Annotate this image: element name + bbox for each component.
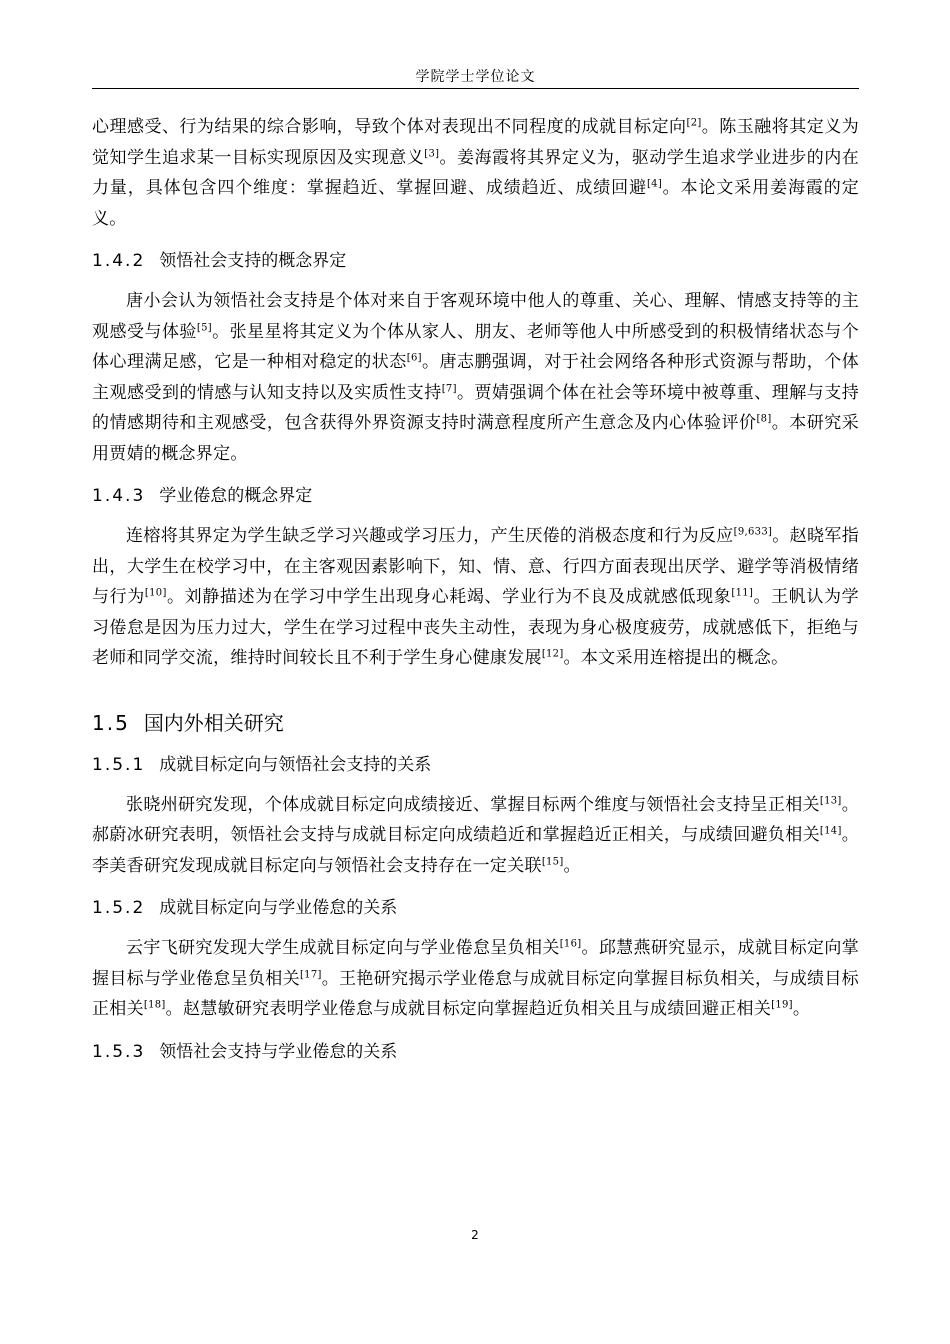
page-body bbox=[92, 112, 859, 1065]
text-run: 。贾婧强调个体在社会等环境中被尊重、理解与支持的情感期待和主观感受，包含获得外界资源支持时满意程度所产生意念及内心体验评价 bbox=[92, 382, 859, 433]
citation-ref: [4] bbox=[646, 178, 663, 190]
text-run: 。张星星将其定义为个体从家人、朋友、老师等他人中所感受到的积极情绪状态与个体心理满足感，它是一种相对稳定的状态 bbox=[92, 321, 859, 372]
text-run: 唐小会认为领悟社会支持是个体对来自于客观环境中他人的尊重、关心、理解、情感支持等的主观感受与体验 bbox=[92, 291, 859, 342]
text-run: 。王艳研究揭示学业倦怠与成就目标定向掌握目标负相关，与成绩目标正相关 bbox=[92, 968, 859, 1019]
text-run: 。刘静描述为在学习中学生出现身心耗竭、学业行为不良及成就感低现象 bbox=[166, 587, 732, 607]
paragraph-achievement-goal-def bbox=[92, 112, 859, 234]
paragraph-social-support-def bbox=[92, 286, 859, 469]
text-run: 。唐志鹏强调，对于社会网络各种形式资源与帮助，个体主观感受到的情感与认知支持以及实质性支持 bbox=[92, 352, 860, 403]
citation-ref: [18] bbox=[143, 999, 166, 1011]
header-rule bbox=[92, 88, 859, 89]
citation-ref: [14] bbox=[819, 825, 842, 837]
paragraph-goal-burnout-relation bbox=[92, 933, 859, 1025]
citation-ref: [16] bbox=[559, 938, 582, 950]
text-run: 。本文采用连榕提出的概念。 bbox=[563, 648, 789, 668]
text-run: 。姜海霞将其界定义为，驱动学生追求学业进步的内在力量，具体包含四个维度：掌握趋近、掌握回避、成绩趋近、成绩回避 bbox=[92, 147, 860, 198]
text-run: 。赵慧敏研究表明学业倦怠与成就目标定向掌握趋近负相关且与成绩回避正相关 bbox=[165, 999, 772, 1019]
text-run: 。邱慧燕研究显示，成就目标定向掌握目标与学业倦怠呈负相关 bbox=[92, 938, 859, 989]
citation-ref: [8] bbox=[756, 413, 772, 425]
citation-ref: [7] bbox=[441, 382, 457, 394]
citation-ref: [6] bbox=[406, 352, 422, 364]
text-run: 。本论文采用姜海霞的定义。 bbox=[92, 178, 859, 229]
text-run: 。李美香研究发现成就目标定向与领悟社会支持存在一定关联 bbox=[92, 825, 859, 876]
text-run: 心理感受、行为结果的综合影响，导致个体对表现出不同程度的成就目标定向 bbox=[92, 117, 687, 137]
citation-ref: [17] bbox=[299, 968, 322, 980]
subsection-heading-1-5-3: 1.5.3 领悟社会支持与学业倦怠的关系 bbox=[92, 1041, 398, 1062]
section-heading-1-5: 1.5 国内外相关研究 bbox=[92, 710, 284, 735]
citation-ref: [3] bbox=[424, 147, 440, 159]
text-run: 。赵晓军指出，大学生在校学习中，在主客观因素影响下，知、情、意、行四方面表现出厌学、避学等消极情绪与行为 bbox=[92, 526, 860, 607]
text-run: 。王帆认为学习倦怠是因为压力过大，学生在学习过程中丧失主动性，表现为身心极度疲劳，成就感低下，拒绝与老师和同学交流，维持时间较长且不利于学生身心健康发展 bbox=[92, 587, 859, 668]
citation-ref: [11] bbox=[731, 587, 754, 599]
subsection-heading-1-5-1: 1.5.1 成就目标定向与领悟社会支持的关系 bbox=[92, 754, 432, 775]
paragraph-academic-burnout-def bbox=[92, 521, 859, 674]
text-run: 。郝蔚冰研究表明，领悟社会支持与成就目标定向成绩趋近和掌握趋近正相关，与成绩回避负相关 bbox=[92, 794, 859, 845]
text-run: 。 bbox=[792, 999, 811, 1019]
citation-ref: [10] bbox=[144, 587, 167, 599]
citation-ref: [2] bbox=[686, 117, 702, 129]
subsection-heading-1-4-3: 1.4.3 学业倦怠的概念界定 bbox=[92, 486, 313, 506]
paragraph-goal-support-relation bbox=[92, 790, 859, 882]
running-header: 学院学士学位论文 bbox=[415, 69, 536, 85]
citation-ref: [5] bbox=[196, 321, 212, 333]
citation-ref: [13] bbox=[819, 794, 842, 806]
page-number: 2 bbox=[471, 1228, 479, 1242]
subsection-heading-1-5-2: 1.5.2 成就目标定向与学业倦怠的关系 bbox=[92, 898, 398, 918]
text-run: 张晓州研究发现，个体成就目标定向成绩接近、掌握目标两个维度与领悟社会支持呈正相关 bbox=[126, 794, 820, 815]
citation-ref: [15] bbox=[541, 855, 564, 867]
text-run: 云宇飞研究发现大学生成就目标定向与学业倦怠呈负相关 bbox=[126, 938, 560, 958]
citation-ref: [9,633] bbox=[733, 526, 773, 538]
text-run: 。本研究采用贾婧的概念界定。 bbox=[92, 413, 859, 464]
citation-ref: [19] bbox=[771, 999, 793, 1011]
text-run: 。 bbox=[563, 855, 581, 876]
text-run: 连榕将其界定为学生缺乏学习兴趣或学习压力，产生厌倦的消极态度和行为反应 bbox=[126, 526, 734, 546]
subsection-heading-1-4-2: 1.4.2 领悟社会支持的概念界定 bbox=[92, 251, 347, 271]
text-run: 。陈玉融将其定义为觉知学生追求某一目标实现原因及实现意义 bbox=[92, 117, 860, 168]
citation-ref: [12] bbox=[541, 648, 564, 660]
